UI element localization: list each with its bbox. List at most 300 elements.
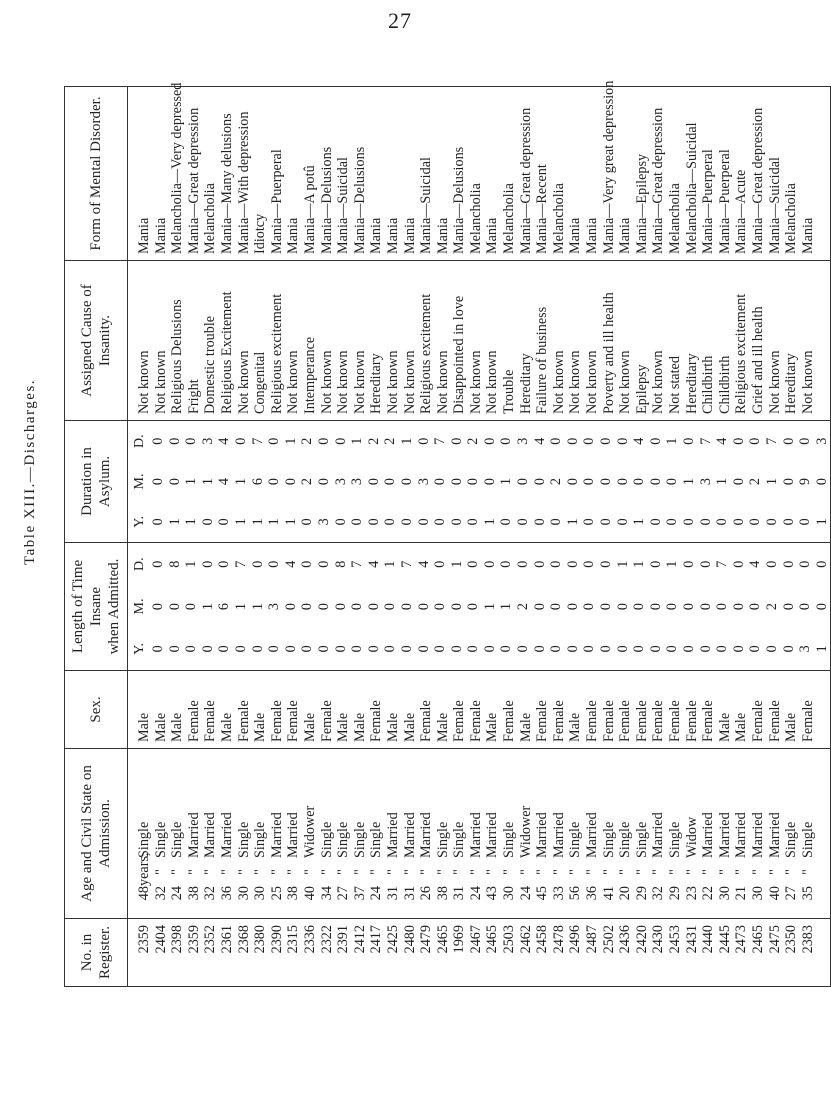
days-value: 3 <box>199 437 216 445</box>
years-value: 0 <box>299 518 316 526</box>
length-insane-entry <box>333 543 350 670</box>
assigned-cause: Not known <box>384 350 401 414</box>
age-value: 38 <box>434 886 451 901</box>
sex-value: Male <box>169 712 186 742</box>
assigned-cause: Not stated <box>667 356 683 414</box>
years-label: " <box>716 869 733 875</box>
age-civil-entry <box>567 749 584 918</box>
civil-state: Single <box>501 821 518 858</box>
years-value: 1 <box>813 518 830 526</box>
days-value: 0 <box>681 560 697 568</box>
mental-disorder-form: Mania <box>136 217 152 254</box>
age-civil-entry <box>733 749 750 918</box>
register-number: 2391 <box>335 925 352 954</box>
length-insane-entry <box>581 543 598 670</box>
months-value: 0 <box>813 477 830 486</box>
years-value: 0 <box>780 645 797 653</box>
age-value: 25 <box>268 886 285 901</box>
days-value: 7 <box>714 560 731 568</box>
age-civil-entry <box>800 749 817 918</box>
years-value: 0 <box>664 645 681 653</box>
years-value: 0 <box>349 518 366 526</box>
age-civil-entry <box>153 749 170 918</box>
sex-value: Female <box>799 700 816 742</box>
civil-state: Married <box>766 812 783 858</box>
assigned-cause: Not known <box>318 350 335 414</box>
years-value: 0 <box>382 645 399 653</box>
months-value: 2 <box>763 602 780 611</box>
months-value: 0 <box>780 477 797 486</box>
civil-state: Married <box>467 812 484 858</box>
mental-disorder-form: Mania—Suicidal <box>335 157 352 254</box>
duration-entry <box>299 421 316 542</box>
duration-entry <box>366 421 383 542</box>
days-value: 0 <box>465 560 482 568</box>
assigned-cause: Religious Delusions <box>169 299 186 414</box>
assigned-cause: Trouble <box>501 369 518 414</box>
civil-state: Married <box>733 812 750 858</box>
mental-disorder-form: Mania <box>484 217 501 254</box>
length-insane-entry <box>167 543 184 670</box>
sex-value: Male <box>335 712 352 742</box>
years-value: 0 <box>166 645 183 653</box>
age-civil-entry <box>186 749 203 918</box>
months-value: 0 <box>531 477 548 486</box>
years-label: " <box>600 869 617 875</box>
register-number: 2336 <box>301 925 318 954</box>
mental-disorder-form: Mania—Great depression <box>650 107 667 254</box>
months-value: 0 <box>747 602 764 611</box>
months-value: 1 <box>498 477 515 486</box>
age-value: 30 <box>252 886 269 901</box>
months-value: 3 <box>697 477 714 486</box>
mental-disorder-form: Mania—Puerperal <box>716 149 733 254</box>
mental-disorder-form: Melancholia <box>550 183 567 254</box>
assigned-cause: Not known <box>467 350 484 414</box>
years-value: 0 <box>183 645 200 653</box>
months-value: 2 <box>299 477 316 486</box>
civil-state: Married <box>584 812 601 858</box>
assigned-cause: Fright <box>185 379 202 414</box>
days-value: 0 <box>548 437 565 445</box>
age-civil-entry <box>501 749 518 918</box>
months-value: 0 <box>282 602 299 611</box>
years-value: 0 <box>548 518 565 526</box>
years-value: 1 <box>282 518 299 526</box>
length-insane-entry <box>797 543 814 670</box>
months-value: 1 <box>498 602 515 611</box>
years-label: " <box>517 869 534 875</box>
age-value: 38 <box>285 886 302 901</box>
duration-entry <box>266 421 283 542</box>
duration-entry <box>482 421 499 542</box>
assigned-cause: Intemperance <box>301 336 318 414</box>
days-value: 8 <box>332 560 349 568</box>
years-label: " <box>467 869 484 875</box>
register-number: 2380 <box>252 925 269 954</box>
age-civil-entry <box>219 749 236 918</box>
age-value: 27 <box>783 886 800 901</box>
register-column <box>128 919 831 987</box>
months-value: 0 <box>714 602 731 611</box>
mental-disorder-form: Mania—Delusions <box>318 146 335 254</box>
sex-value: Male <box>384 712 401 742</box>
length-insane-entry <box>349 543 366 670</box>
age-value: 31 <box>451 886 468 901</box>
months-value: 0 <box>564 477 581 486</box>
length-insane-entry <box>432 543 449 670</box>
assigned-cause: Not known <box>136 350 152 414</box>
days-value: 0 <box>498 437 515 445</box>
assigned-cause: Failure of business <box>534 306 551 414</box>
register-number: 2412 <box>351 925 368 954</box>
length-insane-entry <box>648 543 665 670</box>
days-value: 0 <box>266 560 283 568</box>
mental-disorder-form: Mania—Delusions <box>351 146 368 254</box>
years-value: 0 <box>465 518 482 526</box>
years-value: 1 <box>631 518 648 526</box>
register-number: 2350 <box>783 925 800 954</box>
months-value: 0 <box>681 602 697 611</box>
duration-entry <box>233 421 250 542</box>
months-value: 0 <box>465 477 482 486</box>
age-civil-entry <box>551 749 568 918</box>
days-value: 0 <box>581 560 598 568</box>
years-value: 0 <box>365 645 382 653</box>
age-civil-entry <box>468 749 485 918</box>
months-value: 0 <box>481 477 498 486</box>
years-label: " <box>434 869 451 875</box>
register-number: 2383 <box>799 925 816 954</box>
years-value: 0 <box>697 645 714 653</box>
sex-value: Female <box>418 700 435 742</box>
months-value: 0 <box>647 602 664 611</box>
days-value: 0 <box>415 437 432 445</box>
civil-state: Married <box>418 812 435 858</box>
assigned-cause: Not known <box>335 350 352 414</box>
register-number: 2445 <box>716 925 733 954</box>
sex-value: Female <box>318 700 335 742</box>
register-number: 2465 <box>749 925 766 954</box>
months-value: 0 <box>315 477 332 486</box>
age-value: 40 <box>301 886 318 901</box>
assigned-cause: Childbirth <box>716 355 733 414</box>
civil-state: Single <box>335 821 352 858</box>
days-value: 4 <box>747 560 764 568</box>
civil-state: Single <box>567 821 584 858</box>
sex-value: Female <box>617 700 634 742</box>
register-number: 2359 <box>136 925 152 954</box>
days-value: 0 <box>481 560 498 568</box>
years-value: 0 <box>714 518 731 526</box>
age-value: 35 <box>799 886 816 901</box>
age-value: 24 <box>517 886 534 901</box>
days-value: 1 <box>183 560 200 568</box>
age-value: 27 <box>335 886 352 901</box>
sex-value: Male <box>434 712 451 742</box>
duration-entry <box>316 421 333 542</box>
civil-state: Single <box>235 821 252 858</box>
years-label: " <box>252 869 269 875</box>
age-value: 31 <box>384 886 401 901</box>
years-value: 0 <box>150 518 166 526</box>
duration-entry <box>664 421 681 542</box>
years-value: 0 <box>697 518 714 526</box>
years-value: 0 <box>531 518 548 526</box>
days-value: 0 <box>199 560 216 568</box>
age-value: 40 <box>766 886 783 901</box>
days-value: 0 <box>481 437 498 445</box>
mental-disorder-form: Mania <box>152 217 169 254</box>
age-value: 30 <box>749 886 766 901</box>
months-value: 0 <box>647 477 664 486</box>
register-number: 2398 <box>169 925 186 954</box>
mental-disorder-form: Mania—Great depression <box>517 107 534 254</box>
length-insane-entry <box>515 543 532 670</box>
years-label: " <box>301 869 318 875</box>
years-label: " <box>667 869 683 875</box>
years-value: 0 <box>365 518 382 526</box>
years-value: 0 <box>282 645 299 653</box>
years-value: 3 <box>797 645 814 653</box>
years-value: 0 <box>398 645 415 653</box>
duration-entry <box>681 421 698 542</box>
duration-entry <box>465 421 482 542</box>
mental-disorder-form: Mania—A potû <box>301 165 318 254</box>
years-value: 0 <box>797 518 814 526</box>
duration-entry <box>432 421 449 542</box>
duration-entry <box>615 421 632 542</box>
days-value: 2 <box>465 437 482 445</box>
months-value: 0 <box>581 477 598 486</box>
mental-disorder-form: Mania—Suicidal <box>766 157 783 254</box>
months-value: 0 <box>813 602 830 611</box>
months-value: 0 <box>332 602 349 611</box>
assigned-cause: Not known <box>434 350 451 414</box>
days-value: 1 <box>664 560 681 568</box>
days-value: 0 <box>564 560 581 568</box>
mental-disorder-form: Mania—Very great depression <box>600 80 617 254</box>
years-value: 3 <box>315 518 332 526</box>
age-value: 29 <box>667 886 683 901</box>
age-value: 24 <box>169 886 186 901</box>
assigned-cause: Not known <box>799 350 816 414</box>
months-value: 2 <box>747 477 764 486</box>
age-civil-entry <box>402 749 419 918</box>
years-value: 0 <box>448 645 465 653</box>
days-value: 0 <box>315 437 332 445</box>
assigned-cause: Not known <box>617 350 634 414</box>
register-number: 2502 <box>600 925 617 954</box>
civil-state: Single <box>318 821 335 858</box>
sex-value: Female <box>667 700 683 742</box>
assigned-cause: Not known <box>285 350 302 414</box>
months-value: 0 <box>398 602 415 611</box>
age-value: 32 <box>650 886 667 901</box>
mental-disorder-form: Mania—Puerperal <box>268 149 285 254</box>
civil-state: Single <box>617 821 634 858</box>
assigned-cause: Hereditary <box>368 353 385 414</box>
length-insane-entry <box>216 543 233 670</box>
civil-state: Single <box>783 821 800 858</box>
years-value: 0 <box>398 518 415 526</box>
months-value: 0 <box>349 602 366 611</box>
civil-state: Married <box>202 812 219 858</box>
months-value: 0 <box>631 477 648 486</box>
register-number: 2496 <box>567 925 584 954</box>
register-number: 2315 <box>285 925 302 954</box>
form-column <box>128 80 831 261</box>
duration-entry <box>515 421 532 542</box>
register-number: 2440 <box>700 925 717 954</box>
days-value: 0 <box>581 437 598 445</box>
duration-entry <box>581 421 598 542</box>
civil-state: Single <box>600 821 617 858</box>
days-value: 0 <box>432 560 449 568</box>
mental-disorder-form: Mania—Acute <box>733 169 750 254</box>
civil-state: Married <box>384 812 401 858</box>
discharges-table-wrapper <box>64 80 830 987</box>
years-label: " <box>335 869 352 875</box>
years-value: 0 <box>763 518 780 526</box>
length-insane-entry <box>698 543 715 670</box>
years-value: 0 <box>614 518 631 526</box>
register-number: 2431 <box>683 925 700 954</box>
years-label: " <box>401 869 418 875</box>
sex-value: Female <box>185 700 202 742</box>
days-value: 0 <box>498 560 515 568</box>
years-value: 0 <box>315 645 332 653</box>
header-age: Age and Civil State on Admission. <box>65 749 128 919</box>
days-value: 4 <box>216 437 233 445</box>
years-label: years, <box>136 852 152 886</box>
mental-disorder-form: Mania <box>368 217 385 254</box>
duration-entry <box>565 421 582 542</box>
years-value: 0 <box>150 645 166 653</box>
length-insane-entry <box>548 543 565 670</box>
sex-value: Female <box>368 700 385 742</box>
assigned-cause: Not known <box>351 350 368 414</box>
age-civil-entry <box>484 749 501 918</box>
duration-entry <box>283 421 300 542</box>
days-value: 4 <box>631 437 648 445</box>
years-value: 0 <box>232 645 249 653</box>
register-number: 2368 <box>235 925 252 954</box>
civil-state: Married <box>650 812 667 858</box>
age-civil-entry <box>700 749 717 918</box>
assigned-cause: Not known <box>567 350 584 414</box>
duration-entry <box>781 421 798 542</box>
length-insane-entry <box>233 543 250 670</box>
age-value: 29 <box>633 886 650 901</box>
days-value: 1 <box>614 560 631 568</box>
length-insane-entry <box>183 543 200 670</box>
years-value: 1 <box>481 518 498 526</box>
length-insane-entry <box>598 543 615 670</box>
days-value: 0 <box>697 560 714 568</box>
months-value: 0 <box>465 602 482 611</box>
civil-state: Married <box>749 812 766 858</box>
years-label: " <box>285 869 302 875</box>
age-civil-entry <box>302 749 319 918</box>
length-insane-entry <box>781 543 798 670</box>
register-number: 2417 <box>368 925 385 954</box>
days-value: 0 <box>249 560 266 568</box>
days-value: 7 <box>349 560 366 568</box>
months-value: 0 <box>780 602 797 611</box>
civil-state: Single <box>667 821 683 858</box>
years-value: 1 <box>249 518 266 526</box>
sex-value: Male <box>716 712 733 742</box>
length-insane-entry <box>299 543 316 670</box>
days-value: 7 <box>249 437 266 445</box>
age-civil-entry <box>717 749 734 918</box>
header-register: No. in Register. <box>65 919 128 987</box>
mental-disorder-form: Melancholia <box>467 183 484 254</box>
years-value: 0 <box>415 645 432 653</box>
page-number: 27 <box>388 8 412 33</box>
months-value: 0 <box>365 602 382 611</box>
years-label: " <box>418 869 435 875</box>
duration-entry <box>714 421 731 542</box>
register-number: 1969 <box>451 925 468 954</box>
assigned-cause: Not known <box>484 350 501 414</box>
duration-entry <box>167 421 184 542</box>
days-value: 0 <box>797 560 814 568</box>
years-label: " <box>384 869 401 875</box>
months-value: 0 <box>266 477 283 486</box>
assigned-cause: Epilepsy <box>633 364 650 414</box>
assigned-cause: Childbirth <box>700 355 717 414</box>
civil-state: Married <box>534 812 551 858</box>
years-value: 0 <box>481 645 498 653</box>
header-sex: Sex. <box>65 671 128 749</box>
length-insane-entry <box>631 543 648 670</box>
years-value: 0 <box>664 518 681 526</box>
years-value: 0 <box>714 645 731 653</box>
mental-disorder-form: Mania <box>401 217 418 254</box>
days-value: 0 <box>448 437 465 445</box>
duration-entry <box>548 421 565 542</box>
days-value: 3 <box>515 437 532 445</box>
sex-value: Female <box>749 700 766 742</box>
months-value: 1 <box>249 602 266 611</box>
sex-column <box>128 671 831 749</box>
civil-state: Married <box>401 812 418 858</box>
years-value: 0 <box>216 645 233 653</box>
civil-state: Married <box>185 812 202 858</box>
mental-disorder-form: Mania—Epilepsy <box>633 153 650 254</box>
length-insane-entry <box>714 543 731 670</box>
duration-entry <box>183 421 200 542</box>
years-value: 0 <box>349 645 366 653</box>
sex-value: Male <box>733 712 750 742</box>
years-value: 0 <box>382 518 399 526</box>
discharges-table <box>64 80 831 987</box>
age-value: 36 <box>218 886 235 901</box>
civil-state: Widower <box>301 805 318 858</box>
days-value: 0 <box>747 437 764 445</box>
register-number: 2478 <box>550 925 567 954</box>
mental-disorder-form: Mania <box>285 217 302 254</box>
length-insane-entry <box>664 543 681 670</box>
months-value: 0 <box>166 602 183 611</box>
months-value: 0 <box>448 602 465 611</box>
age-civil-entry <box>435 749 452 918</box>
age-civil-entry <box>236 749 253 918</box>
years-value: 0 <box>465 645 482 653</box>
register-number: 2465 <box>484 925 501 954</box>
